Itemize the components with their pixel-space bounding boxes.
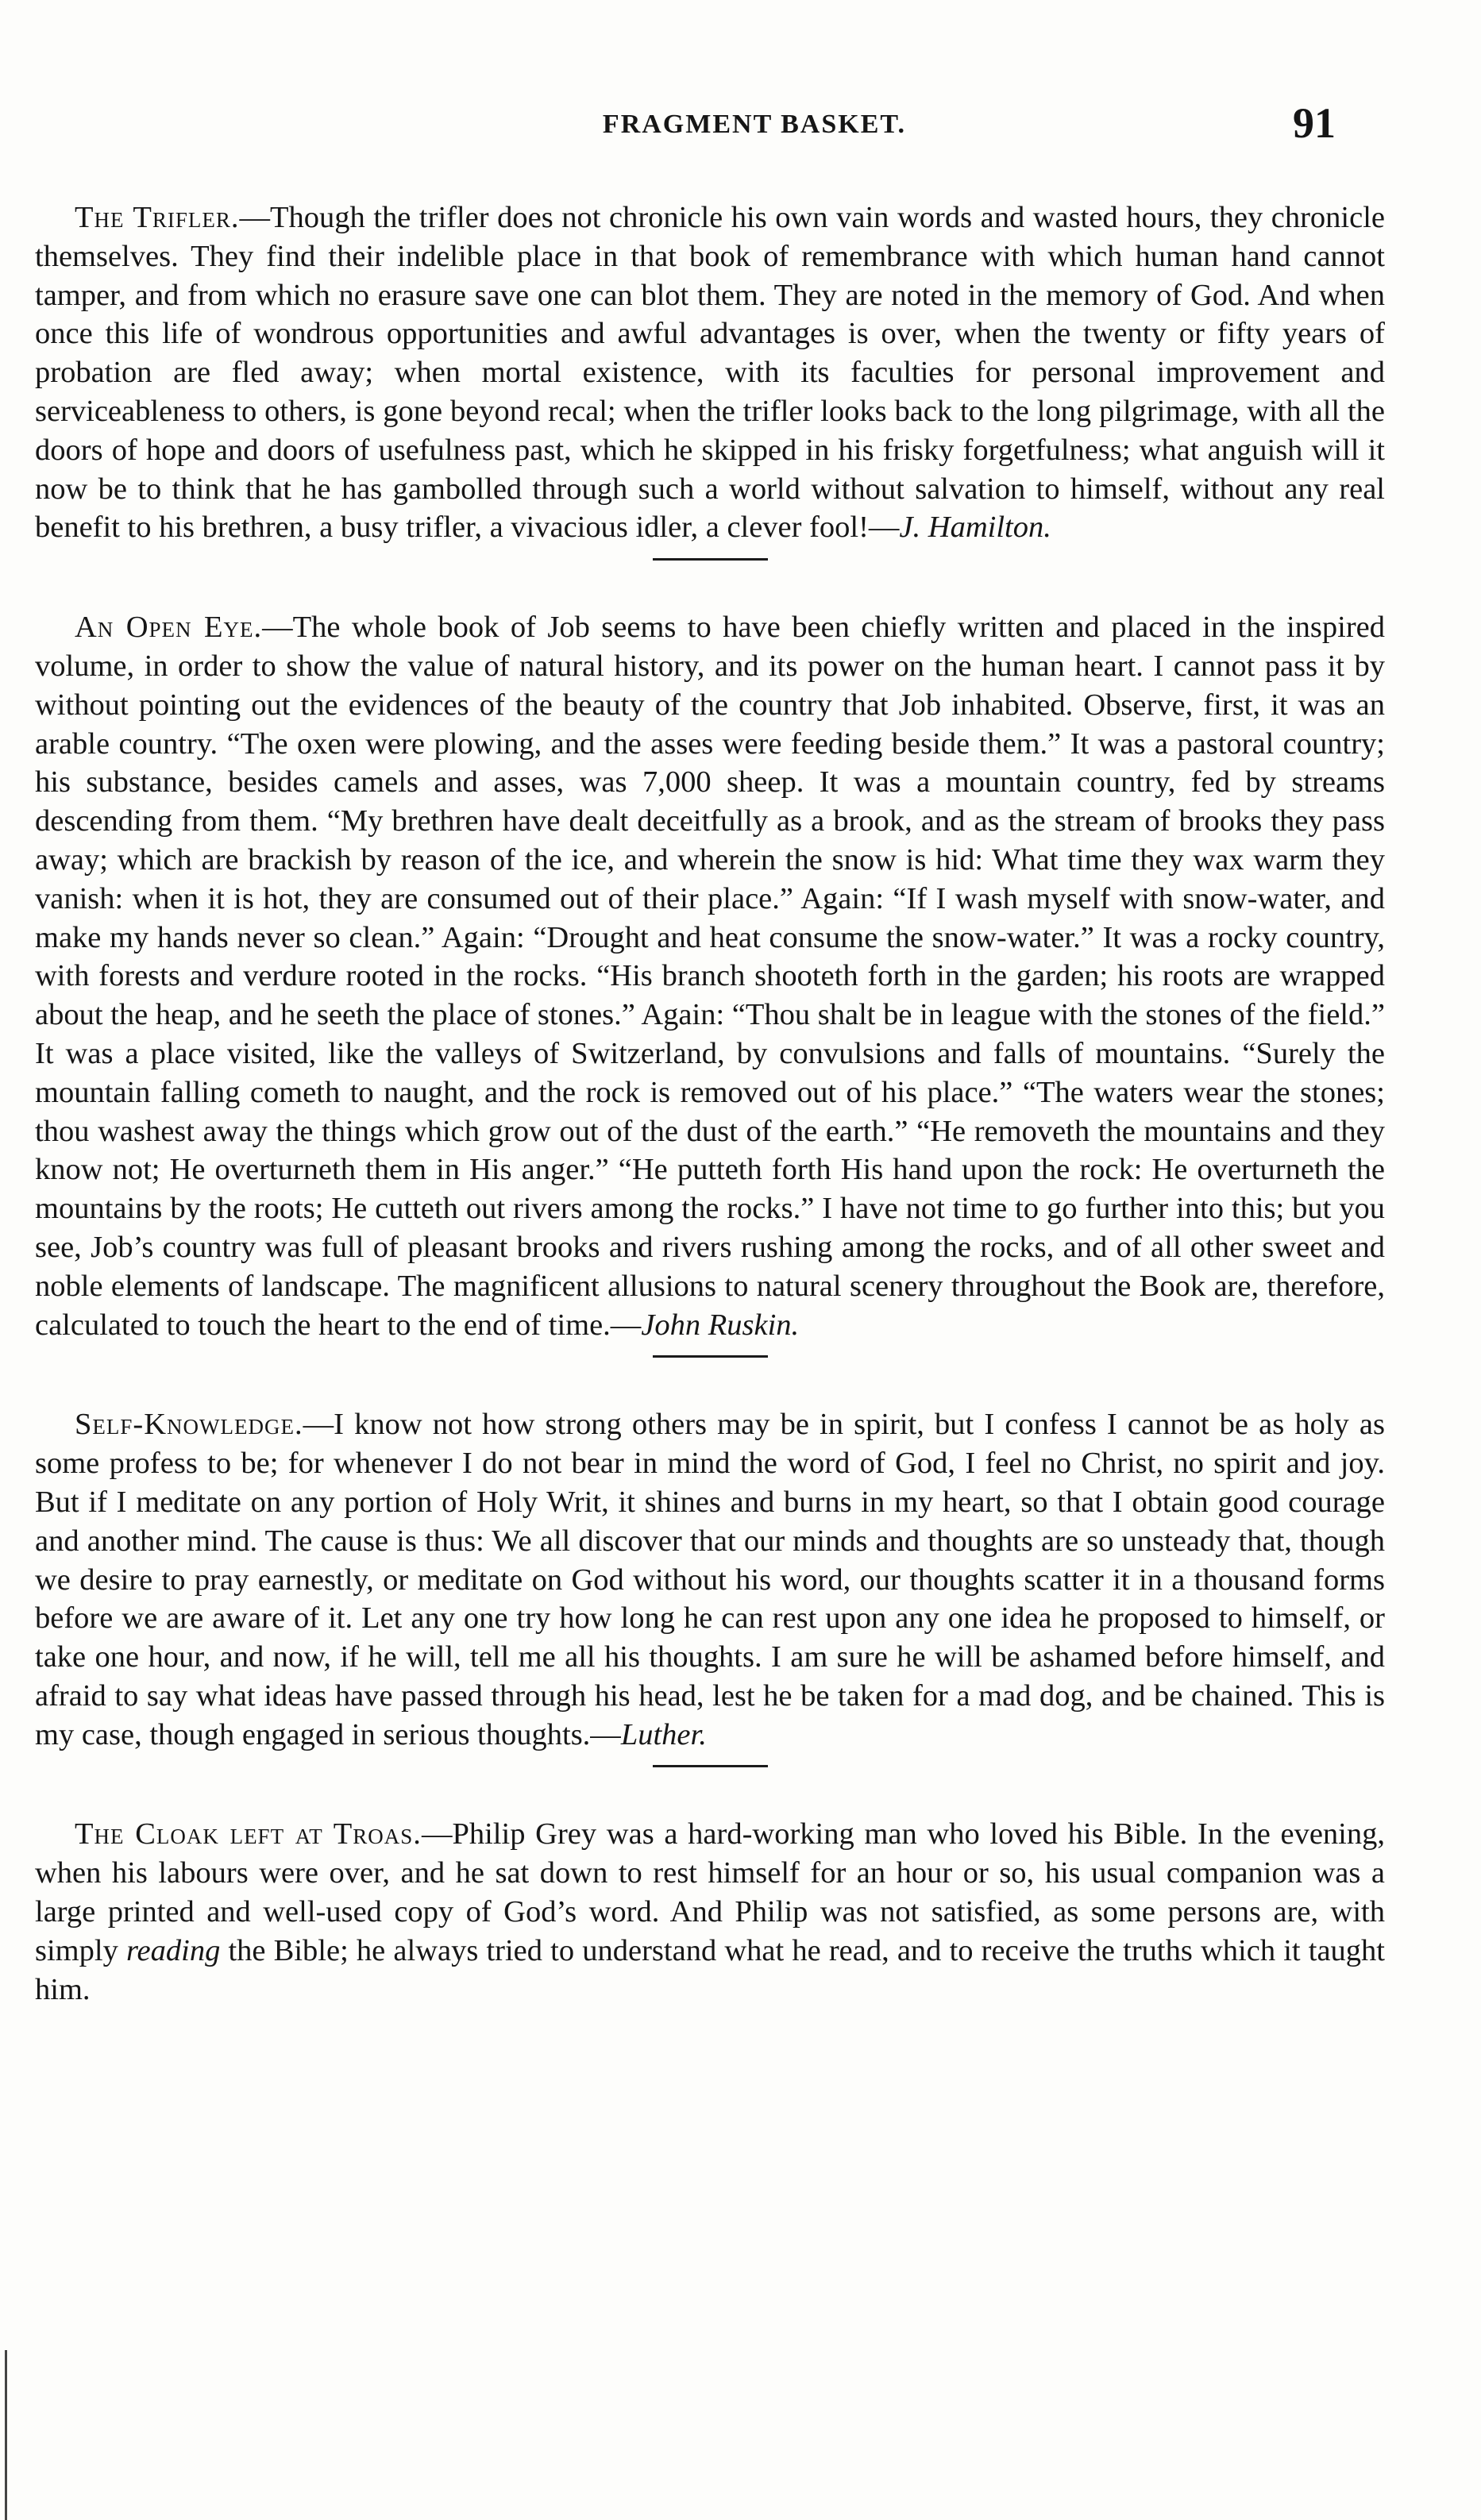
article-cloak-left-at-troas xyxy=(35,1815,1385,2009)
article-self-knowledge xyxy=(35,1405,1385,1754)
article-title: Self-Knowledge. xyxy=(75,1408,303,1442)
article-text: —Though the trifler does not chronicle his own vain words and wasted hours, they chronicle themselves. They find their indelible place in that book of remembrance with which human hand cannot tamper, and from which no erasure save one can blot them. They are noted in the memory of God. And when once this life of wondrous opportunities and awful advantages is over, when the twenty or fifty years of probation are fled away; when mortal existence, with its faculties for personal improvement and serviceableness to others, is gone beyond recal; when the trifler looks back to the long pilgrimage, with all the doors of hope and doors of usefulness past, which he skipped in his frisky forgetfulness; what anguish will it now be to think that he has gambolled through such a world without salvation to himself, without any real benefit to his brethren, a busy trifler, a vivacious idler, a clever fool!— xyxy=(35,201,1385,545)
article-author: Luther. xyxy=(620,1717,707,1751)
article-text: the Bible; he always tried to understand what he read, and to receive the truths which it taught him. xyxy=(35,1933,1385,2006)
section-divider xyxy=(653,1355,768,1358)
article-an-open-eye xyxy=(35,608,1385,1344)
article-title: The Cloak left at Troas. xyxy=(75,1817,422,1851)
emphasized-word: reading xyxy=(125,1933,221,1967)
article-title: The Trifler. xyxy=(75,201,240,234)
page-number: 91 xyxy=(1293,99,1336,147)
scan-margin-line xyxy=(5,2350,7,2520)
section-divider xyxy=(653,1765,768,1767)
running-head: FRAGMENT BASKET. xyxy=(602,110,907,139)
page-body xyxy=(35,198,1385,2009)
article-author: John Ruskin. xyxy=(641,1308,800,1342)
article-the-trifler xyxy=(35,198,1385,547)
section-divider xyxy=(653,558,768,561)
article-text: —I know not how strong others may be in spirit, but I confess I cannot be as holy as some profess to be; for whenever I do not bear in mind the word of God, I feel no Christ, no spirit and joy. But if I meditate on any portion of Holy Writ, it shines and burns in my heart, so that I obtain good courage and another mind. The cause is thus: We all discover that our minds and thoughts are so unsteady that, though we desire to pray earnestly, or meditate on God without his word, our thoughts scatter it in a thousand forms before we are aware of it. Let any one try how long he can rest upon any one idea he proposed to himself, or take one hour, and now, if he will, tell me all his thoughts. I am sure he will be ashamed before himself, and afraid to say what ideas have passed through his head, lest he be taken for a mad dog, and be chained. This is my case, though engaged in serious thoughts.— xyxy=(35,1408,1385,1751)
article-text: —Philip Grey was a hard-working man who loved his Bible. In the evening, when his labours were over, and he sat down to rest himself for an hour or so, his usual companion was a large printed and well-used copy of God’s word. And Philip was not satisfied, as some persons are, with simply xyxy=(35,1817,1385,1967)
article-text: —The whole book of Job seems to have been chiefly written and placed in the inspired volume, in order to show the value of natural history, and its power on the human heart. I cannot pass it by without pointing out the evidences of the beauty of the country that Job inhabited. Observe, first, it was an arable country. “The oxen were plowing, and the asses were feeding beside them.” It was a pastoral country; his substance, besides camels and asses, was 7,000 sheep. It was a mountain country, fed by streams descending from them. “My brethren have dealt deceitfully as a brook, and as the stream of brooks they pass away; which are brackish by reason of the ice, and wherein the snow is hid: What time they wax warm they vanish: when it is hot, they are consumed out of their place.” Again: “If I wash myself with snow-water, and make my hands never so clean.” Again: “Drought and heat consume the snow-water.” It was a rocky country, with forests and verdure rooted in the rocks. “His branch shooteth forth in the garden; his roots are wrapped about the heap, and he seeth the place of stones.” Again: “Thou shalt be in league with the stones of the field.” It was a place visited, like the valleys of Switzerland, by convulsions and falls of mountains. “Surely the mountain falling cometh to naught, and the rock is removed out of his place.” “The waters wear the stones; thou washest away the things which grow out of the dust of the earth.” “He removeth the mountains and they know not; He overturneth them in His anger.” “He putteth forth His hand upon the rock: He overturneth the mountains by the roots; He cutteth out rivers among the rocks.” I have not time to go further into this; but you see, Job’s country was full of pleasant brooks and rivers rushing among the rocks, and of all other sweet and noble elements of landscape. The magnificent allusions to natural scenery throughout the Book are, therefore, calculated to touch the heart to the end of time.— xyxy=(35,611,1385,1342)
article-paragraph xyxy=(35,198,1385,547)
article-paragraph xyxy=(35,608,1385,1344)
article-paragraph xyxy=(35,1815,1385,2009)
article-author: J. Hamilton. xyxy=(899,511,1051,545)
article-title: An Open Eye. xyxy=(75,611,263,645)
article-paragraph xyxy=(35,1405,1385,1754)
